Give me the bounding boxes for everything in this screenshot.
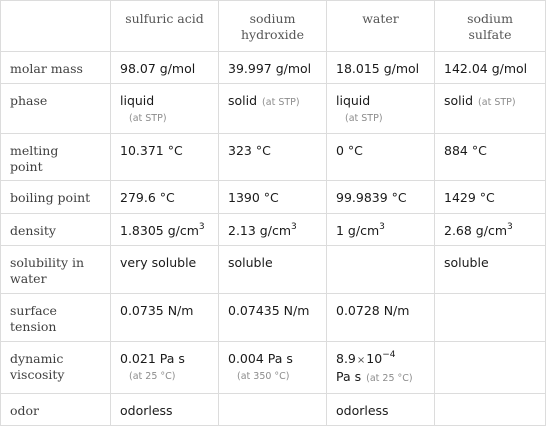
- cell-boiling-point-sulfuric-acid: 279.6 °C: [111, 181, 219, 214]
- corner-header: [1, 1, 111, 52]
- cell-solubility-sodium-hydroxide: soluble: [219, 246, 327, 294]
- cell-odor-sodium-hydroxide: [219, 394, 327, 426]
- cell-melting-point-sodium-sulfate: 884 °C: [435, 134, 546, 181]
- cell-density-sodium-hydroxide: 2.13 $g/cm^3$: [219, 214, 327, 246]
- row-label-melting-point: melting point: [1, 134, 111, 181]
- row-label-solubility: solubility in water: [1, 246, 111, 294]
- row-label-phase: phase: [1, 84, 111, 134]
- phase-value: solid: [444, 93, 474, 108]
- row-label-dynamic-viscosity: dynamic viscosity: [1, 342, 111, 394]
- cell-phase-sodium-hydroxide: [219, 84, 327, 134]
- cell-molar-mass-water: 18.015 g/mol: [327, 52, 435, 84]
- table-row-molar-mass: [1, 52, 546, 84]
- cell-boiling-point-sodium-sulfate: 1429 °C: [435, 181, 546, 214]
- cell-melting-point-sulfuric-acid: 10.371 °C: [111, 134, 219, 181]
- cell-surface-tension-water: 0.0728 N/m: [327, 294, 435, 342]
- cell-odor-water: odorless: [327, 394, 435, 426]
- table-row-dynamic-viscosity: [1, 342, 546, 394]
- table-row-melting-point: [1, 134, 546, 181]
- row-label-boiling-point: boiling point: [1, 181, 111, 214]
- table-row-surface-tension: [1, 294, 546, 342]
- row-label-density: density: [1, 214, 111, 246]
- cell-density-sulfuric-acid: 1.8305 $g/cm^3$: [111, 214, 219, 246]
- cell-boiling-point-water: 99.9839 °C: [327, 181, 435, 214]
- table-row-density: [1, 214, 546, 246]
- table-row-solubility: [1, 246, 546, 294]
- viscosity-note: (at 350 °C): [237, 371, 290, 382]
- cell-viscosity-water: $8.9\times 10^{-4}$ Pa s (at 25 °C): [327, 342, 435, 394]
- cell-solubility-sulfuric-acid: very soluble: [111, 246, 219, 294]
- cell-phase-water: [327, 84, 435, 134]
- row-label-molar-mass: molar mass: [1, 52, 111, 84]
- cell-surface-tension-sodium-sulfate: [435, 294, 546, 342]
- cell-solubility-water: [327, 246, 435, 294]
- phase-note: (at STP): [478, 97, 516, 108]
- column-header-sodium-hydroxide: sodium hydroxide: [219, 1, 327, 52]
- cell-melting-point-water: 0 °C: [327, 134, 435, 181]
- row-label-odor: odor: [1, 394, 111, 426]
- cell-solubility-sodium-sulfate: soluble: [435, 246, 546, 294]
- row-label-surface-tension: surface tension: [1, 294, 111, 342]
- cell-molar-mass-sulfuric-acid: 98.07 g/mol: [111, 52, 219, 84]
- cell-viscosity-sodium-sulfate: [435, 342, 546, 394]
- phase-note: (at STP): [345, 113, 383, 124]
- cell-boiling-point-sodium-hydroxide: 1390 °C: [219, 181, 327, 214]
- header-row: [1, 1, 546, 52]
- table-row-odor: [1, 394, 546, 426]
- phase-value: liquid: [120, 93, 155, 108]
- cell-viscosity-sodium-hydroxide: 0.004 Pa s (at 350 °C): [219, 342, 327, 394]
- cell-odor-sulfuric-acid: odorless: [111, 394, 219, 426]
- cell-phase-sulfuric-acid: [111, 84, 219, 134]
- phase-value: liquid: [336, 93, 371, 108]
- cell-surface-tension-sodium-hydroxide: 0.07435 N/m: [219, 294, 327, 342]
- table-row-boiling-point: [1, 181, 546, 214]
- cell-phase-sodium-sulfate: [435, 84, 546, 134]
- viscosity-note: (at 25 °C): [366, 373, 413, 384]
- table-row-phase: [1, 84, 546, 134]
- cell-density-water: 1 $g/cm^3$: [327, 214, 435, 246]
- phase-note: (at STP): [262, 97, 300, 108]
- phase-value: solid: [228, 93, 258, 108]
- cell-density-sodium-sulfate: 2.68 $g/cm^3$: [435, 214, 546, 246]
- phase-note: (at STP): [129, 113, 167, 124]
- cell-molar-mass-sodium-hydroxide: 39.997 g/mol: [219, 52, 327, 84]
- cell-surface-tension-sulfuric-acid: 0.0735 N/m: [111, 294, 219, 342]
- cell-molar-mass-sodium-sulfate: 142.04 g/mol: [435, 52, 546, 84]
- viscosity-note: (at 25 °C): [129, 371, 176, 382]
- cell-melting-point-sodium-hydroxide: 323 °C: [219, 134, 327, 181]
- column-header-sodium-sulfate: sodium sulfate: [435, 1, 546, 52]
- cell-viscosity-sulfuric-acid: 0.021 Pa s (at 25 °C): [111, 342, 219, 394]
- column-header-sulfuric-acid: sulfuric acid: [111, 1, 219, 52]
- column-header-water: water: [327, 1, 435, 52]
- cell-odor-sodium-sulfate: [435, 394, 546, 426]
